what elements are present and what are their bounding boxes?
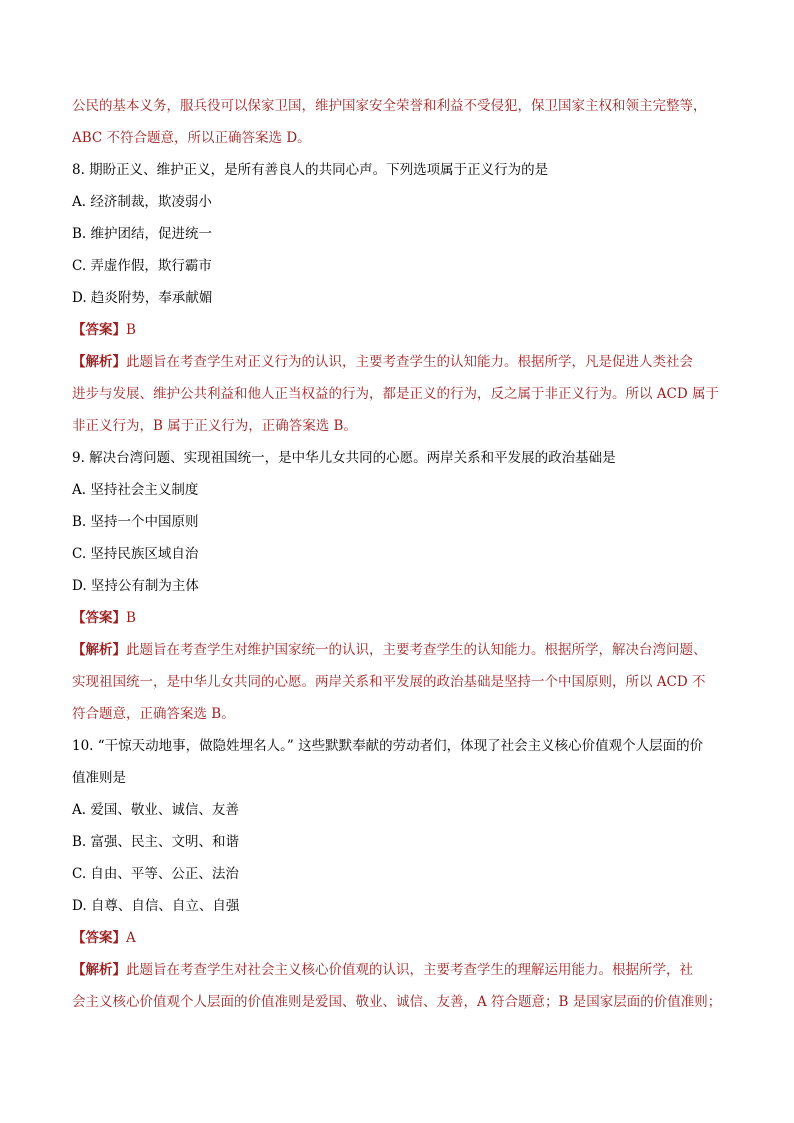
answer-tag: 【答案】 [72, 610, 126, 626]
explanation-text: 此题旨在考查学生对维护国家统一的认识，主要考查学生的认知能力。根据所学，解决台湾问题、 [126, 642, 707, 658]
question-9: 9. 解决台湾问题、实现祖国统一，是中华儿女共同的心愿。两岸关系和平发展的政治基础是 [72, 450, 616, 466]
answer-10 [72, 928, 136, 948]
option-10b: B. 富强、民主、文明、和谐 [72, 834, 240, 850]
explanation-9-line-1 [72, 640, 707, 660]
question-10-line-1: 10. “干惊天动地事，做隐姓埋名人。” 这些默默奉献的劳动者们，体现了社会主义核心价值观个人层面的价 [72, 738, 704, 754]
option-10d: D. 自尊、自信、自立、自强 [72, 898, 240, 914]
option-9a: A. 坚持社会主义制度 [72, 482, 199, 498]
explanation-10-line-2: 会主义核心价值观个人层面的价值准则是爱国、敬业、诚信、友善，A 符合题意；B 是国家层面的价值准则； [72, 994, 722, 1010]
explanation-text: 此题旨在考查学生对正义行为的认识，主要考查学生的认知能力。根据所学，凡是促进人类社会 [126, 354, 693, 370]
explanation-8-line-2: 进步与发展、维护公共利益和他人正当权益的行为，都是正义的行为，反之属于非正义行为。所以 ACD 属于 [72, 386, 719, 402]
explanation-tag: 【解析】 [72, 354, 126, 370]
explanation-8-line-3: 非正义行为，B 属于正义行为，正确答案选 B。 [72, 418, 357, 434]
question-8: 8. 期盼正义、维护正义，是所有善良人的共同心声。下列选项属于正义行为的是 [72, 162, 549, 178]
answer-9 [72, 608, 136, 628]
option-9d: D. 坚持公有制为主体 [72, 578, 199, 594]
question-10-line-2: 值准则是 [72, 770, 126, 786]
explanation-tag: 【解析】 [72, 962, 126, 978]
option-10a: A. 爱国、敬业、诚信、友善 [72, 802, 239, 818]
explanation-line: 公民的基本义务，服兵役可以保家卫国，维护国家安全荣誉和利益不受侵犯，保卫国家主权和领主完整等， [72, 98, 707, 114]
answer-tag: 【答案】 [72, 930, 126, 946]
explanation-8-line-1 [72, 352, 693, 372]
explanation-line: ABC 不符合题意，所以正确答案选 D。 [72, 130, 311, 146]
option-9c: C. 坚持民族区域自治 [72, 546, 199, 562]
explanation-9-line-3: 符合题意，正确答案选 B。 [72, 706, 235, 722]
option-10c: C. 自由、平等、公正、法治 [72, 866, 239, 882]
explanation-10-line-1 [72, 960, 693, 980]
explanation-text: 此题旨在考查学生对社会主义核心价值观的认识，主要考查学生的理解运用能力。根据所学，社 [126, 962, 693, 978]
answer-value: B [126, 322, 136, 338]
explanation-tag: 【解析】 [72, 642, 126, 658]
option-9b: B. 坚持一个中国原则 [72, 514, 199, 530]
option-8a: A. 经济制裁，欺凌弱小 [72, 194, 212, 210]
answer-tag: 【答案】 [72, 322, 126, 338]
answer-value: B [126, 610, 136, 626]
answer-value: A [126, 930, 136, 946]
answer-8 [72, 320, 136, 340]
explanation-9-line-2: 实现祖国统一，是中华儿女共同的心愿。两岸关系和平发展的政治基础是坚持一个中国原则，所以 ACD 不 [72, 674, 706, 690]
option-8b: B. 维护团结，促进统一 [72, 226, 213, 242]
option-8d: D. 趋炎附势，奉承献媚 [72, 290, 213, 306]
option-8c: C. 弄虚作假，欺行霸市 [72, 258, 212, 274]
